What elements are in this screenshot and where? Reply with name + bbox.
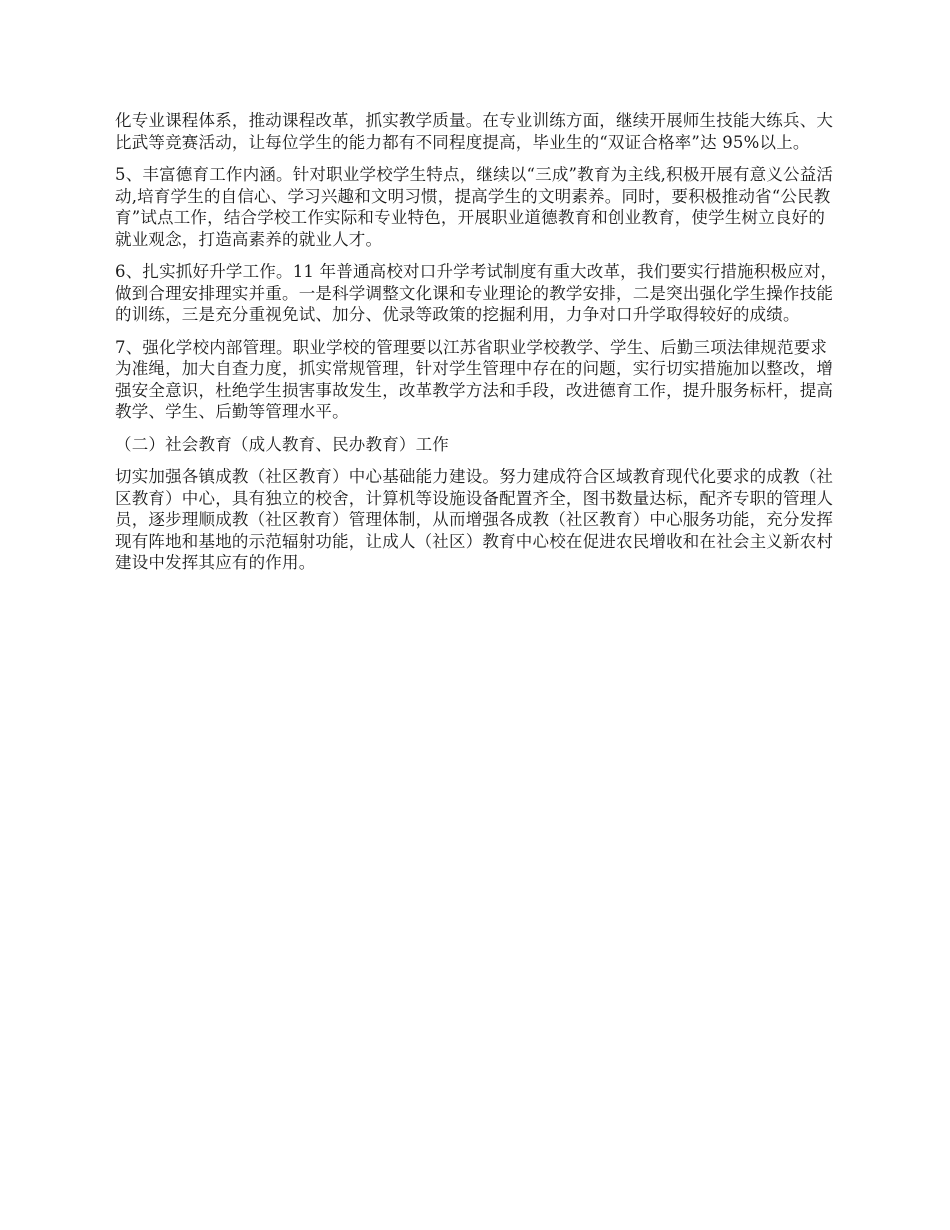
section-heading: （二）社会教育（成人教育、民办教育）工作: [115, 434, 449, 454]
paragraph-further-study: 6、扎实抓好升学工作。11 年普通高校对口升学考试制度有重大改革，我们要实行措施积极应对，做到合理安排理实并重。一是科学调整文化课和专业理论的教学安排，二是突出强化学生操作技能的训练，三是充分重视免试、加分、优录等政策的挖掘利用，力争对口升学取得较好的成绩。: [115, 262, 838, 324]
paragraph-moral-education: 5、丰富德育工作内涵。针对职业学校学生特点，继续以“三成”教育为主线,积极开展有意义公益活动,培育学生的自信心、学习兴趣和文明习惯，提高学生的文明素养。同时，要积极推动省“公民教育”试点工作，结合学校工作实际和专业特色，开展职业道德教育和创业教育，使学生树立良好的就业观念，打造高素养的就业人才。: [115, 165, 834, 249]
paragraph-community-education: 切实加强各镇成教（社区教育）中心基础能力建设。努力建成符合区域教育现代化要求的成教（社区教育）中心，具有独立的校舍，计算机等设施设备配置齐全，图书数量达标，配齐专职的管理人员，逐步理顺成教（社区教育）管理体制，从而增强各成教（社区教育）中心服务功能，充分发挥现有阵地和基地的示范辐射功能，让成人（社区）教育中心校在促进农民增收和在社会主义新农村建设中发挥其应有的作用。: [115, 467, 834, 572]
document-page: [115, 110, 840, 585]
paragraph-internal-management: 7、强化学校内部管理。职业学校的管理要以江苏省职业学校教学、学生、后勤三项法律规范要求为准绳，加大自查力度，抓实常规管理，针对学生管理中存在的问题，实行切实措施加以整改，增强安全意识，杜绝学生损害事故发生，改革教学方法和手段，改进德育工作，提升服务标杆，提高教学、学生、后勤等管理水平。: [115, 337, 834, 421]
paragraph-curriculum: 化专业课程体系，推动课程改革，抓实教学质量。在专业训练方面，继续开展师生技能大练兵、大比武等竞赛活动，让每位学生的能力都有不同程度提高，毕业生的“双证合格率”达 95%以上。: [115, 111, 834, 152]
